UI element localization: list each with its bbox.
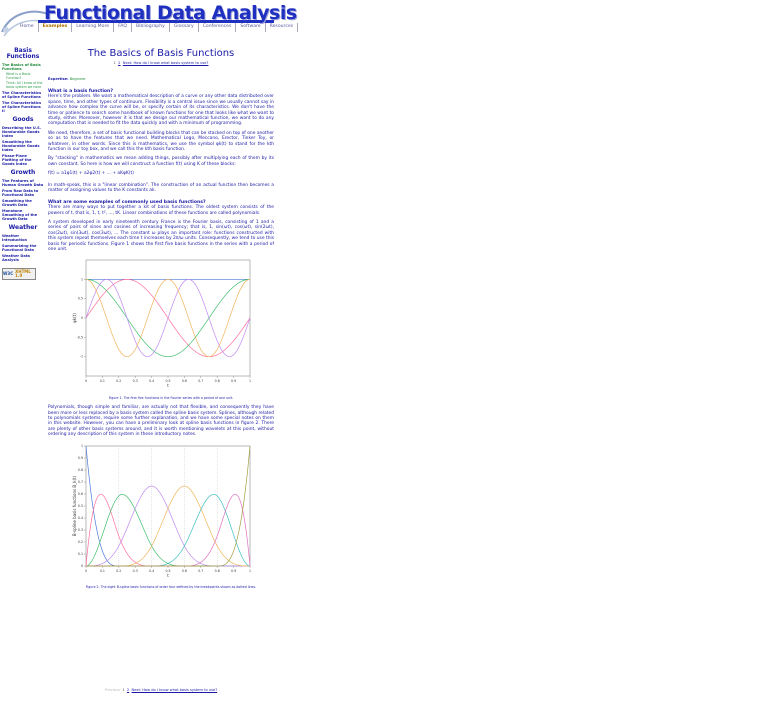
- paragraph-4: In math-speak, this is a "linear combination". The construction of an actual function then becomes a matter of assigning values to the K constants ak.: [48, 182, 274, 194]
- y-tick-label: 0: [80, 563, 83, 568]
- x-tick-label: 0.2: [116, 568, 122, 573]
- figure-2: [68, 442, 274, 591]
- x-tick-label: 0.6: [181, 568, 187, 573]
- nav-home[interactable]: Home: [16, 23, 39, 32]
- sidebar-link[interactable]: Summarizing the Functional Data: [2, 244, 37, 253]
- nav-faq[interactable]: FAQ: [114, 23, 132, 32]
- site-title[interactable]: Functional Data Analysis: [44, 2, 297, 24]
- x-tick-label: 0.9: [231, 379, 237, 384]
- y-tick-label: 0.2: [77, 539, 83, 544]
- sidebar-link[interactable]: Smoothing the Growth Data: [2, 199, 32, 208]
- x-tick-label: 0.1: [99, 568, 105, 573]
- figure-2-caption: Figure 2. The eight B-spline basis functions of order four defined by the breakpoints shown as dotted lines.: [85, 585, 257, 589]
- x-tick-label: 0.2: [116, 379, 122, 384]
- x-tick-label: 1: [248, 568, 252, 573]
- nav-bibliography[interactable]: Bibliography: [132, 23, 170, 32]
- x-tick-label: 0.1: [99, 379, 105, 384]
- bottom-pager: [48, 688, 274, 692]
- page-title: The Basics of Basis Functions: [87, 48, 235, 59]
- sidebar-heading-weather: Weather: [8, 224, 38, 232]
- y-tick-label: 0.7: [77, 479, 83, 484]
- y-axis-label: B-spline basis functions B_k(t): [72, 475, 77, 536]
- bottom-pager-page-1: 1: [122, 688, 125, 692]
- w3c-xhtml-badge[interactable]: [2, 268, 36, 280]
- nav-glossary[interactable]: Glossary: [170, 23, 199, 32]
- sidebar-link[interactable]: The Characteristics of Spline Functions II: [2, 101, 42, 114]
- x-tick-label: 0.8: [214, 379, 220, 384]
- sidebar-heading-goods: Goods: [12, 116, 34, 124]
- sidebar-link[interactable]: Monotone Smoothing of the Growth Data: [2, 209, 38, 222]
- top-nav: [16, 23, 294, 32]
- x-tick-label: 0.8: [214, 568, 220, 573]
- sidebar-link[interactable]: Weather Data Analysis: [2, 254, 30, 263]
- nav-resources[interactable]: Resources: [266, 23, 298, 32]
- x-tick-label: 0: [84, 379, 88, 384]
- expertise-value: Beginner: [69, 77, 86, 82]
- sidebar-link[interactable]: The Characteristics of Spline Functions: [2, 91, 42, 100]
- figure-1: [68, 256, 274, 401]
- question-examples: What are some examples of commonly used basis functions?: [48, 199, 206, 205]
- y-tick-label: 0.5: [77, 297, 83, 302]
- bspline-line-4: [86, 486, 250, 566]
- x-tick-label: 0.5: [165, 379, 171, 384]
- sidebar-link[interactable]: The Features of Human Growth Data: [2, 179, 44, 188]
- question-basis-function: What is a basis function?: [48, 88, 113, 94]
- formula: f(t) = a1φ1(t) + a2φ2(t) + ... + aKφK(t): [48, 171, 134, 177]
- y-tick-label: 0.3: [77, 527, 83, 532]
- x-tick-label: 0.6: [181, 379, 187, 384]
- x-tick-label: 0.5: [165, 568, 171, 573]
- paragraph-3: By "stacking" in mathematics we mean adding things, possibly after multiplying each of them by its own constant. So here is how we will construct a function f(t) using K of these blocks:: [48, 156, 274, 167]
- x-tick-label: 0.7: [198, 379, 204, 384]
- y-tick-label: 0: [80, 316, 83, 321]
- y-tick-label: -0.5: [76, 335, 83, 340]
- bspline-chart: [68, 442, 254, 582]
- top-pager: [48, 61, 274, 65]
- y-tick-label: 1: [80, 277, 83, 282]
- y-tick-label: 0.5: [77, 503, 83, 508]
- y-tick-label: 0.8: [77, 467, 83, 472]
- pager-page-2-link[interactable]: 2: [118, 61, 121, 65]
- plot-frame: [86, 446, 250, 566]
- pager-previous: Previous: [104, 688, 121, 692]
- paragraph-7: Polynomials, though simple and familiar, are actually not that flexible, and consequently they have been more or less replaced by a basis system called the spline basis system. Splines, although related to polynomials systems, require some further explanation, and we have some special notes on them in this website. However, you can have a preliminary look at spline basis functions in figure 2. There are plenty of other basis systems around, and it is worth mentioning wavelets at this point, without ordering any description of this system in these introductory notes.: [48, 405, 274, 438]
- x-tick-label: 0.3: [132, 568, 138, 573]
- x-tick-label: 0.4: [149, 379, 155, 384]
- sidebar-link[interactable]: Phase-Plane Plotting of the Goods Index: [2, 154, 32, 167]
- main-content: [48, 44, 274, 594]
- bspline-line-8: [86, 446, 250, 566]
- sidebar-heading-growth: Growth: [10, 169, 36, 177]
- nav-software[interactable]: Software: [236, 23, 265, 32]
- sidebar-sublink[interactable]: Think: All I know of the basis system we have: [6, 81, 43, 89]
- sidebar-link[interactable]: The Basics of Basis Functions: [2, 63, 41, 71]
- sidebar-sublink[interactable]: What is a Basis Function?: [6, 72, 31, 80]
- x-tick-label: 1: [248, 379, 252, 384]
- x-tick-label: 0.7: [198, 568, 204, 573]
- sidebar: [2, 44, 44, 280]
- x-axis-label: t: [167, 383, 169, 389]
- y-tick-label: 1: [80, 443, 83, 448]
- bspline-line-3: [86, 494, 250, 566]
- y-tick-label: -1: [79, 355, 83, 360]
- figure-1-caption: Figure 1. The first five functions in the Fourier series with a period of one unit.: [108, 395, 234, 400]
- paragraph-6: A system developed in early nineteenth century France is the Fourier basis, consisting of 1 and a series of pairs of sines and cosines of increasing frequency; that is, 1, sin(ωt), cos(ωt), sin(2ωt), cos(2ωt), sin(3ωt), cos(3ωt), ... The constant ω plays an important role: functions constructed with this system repeat themselves each time t increases by 2π/ω units. Consequently, we tend to use this basis for periodic functions. Figure 1 shows the first five basis functions in the series with a period of one unit.: [48, 219, 274, 252]
- bspline-line-6: [86, 494, 250, 566]
- x-tick-label: 0: [84, 568, 88, 573]
- sidebar-link[interactable]: Describing the U.S. Nondurable Goods Index: [2, 126, 42, 139]
- xhtml-badge-text: XHTML 1.0: [15, 269, 31, 279]
- paragraph-1: Here's the problem. We want a mathematical description of a curve or any other data distributed over space, time, and other types of continuum. Flexibility is a central issue since we usually cannot say in advance how complex the curve will be, or specify certain of its characteristics. We don't have the time or patience to search some handbook of known functions for one that looks like what we want to study, either. Moreover, however it is that we design our mathematical function, we want to do any computation that is needed to fit the data quickly and with a minimum of programming.: [48, 94, 274, 127]
- site-header: [0, 0, 297, 44]
- pager-page-1: 1: [113, 61, 116, 65]
- bspline-line-2: [86, 494, 250, 566]
- fourier-series-line-4: [86, 280, 250, 357]
- x-tick-label: 0.4: [149, 568, 155, 573]
- pager-next-link[interactable]: Next: How do I know what basis system to use?: [122, 61, 209, 65]
- x-axis-label: t: [167, 572, 169, 578]
- w3c-logo-text: W3C: [3, 271, 14, 277]
- bspline-line-1: [86, 446, 250, 566]
- sidebar-heading-basis-functions: Basis Functions: [6, 47, 40, 60]
- sidebar-link[interactable]: From Raw Data to Functional Data: [2, 189, 39, 198]
- sidebar-link[interactable]: Weather Introduction: [2, 234, 28, 243]
- y-tick-label: 0.1: [77, 551, 83, 556]
- expertise-line: [48, 77, 274, 82]
- y-tick-label: 0.6: [77, 491, 83, 496]
- y-tick-label: 0.4: [77, 515, 83, 520]
- sidebar-link[interactable]: Smoothing the Nondurable Goods Index: [2, 140, 40, 153]
- bottom-pager-next-link[interactable]: Next: How do I know what basis system to use?: [131, 688, 218, 692]
- x-tick-label: 0.9: [231, 568, 237, 573]
- nav-examples[interactable]: Examples: [39, 23, 73, 32]
- y-axis-label: φk(t): [72, 313, 77, 324]
- nav-learning-more[interactable]: Learning More: [72, 23, 114, 32]
- fourier-chart: [68, 256, 254, 392]
- paragraph-2: We need, therefore, a set of basic functional building blocks that can be stacked on top of one another so as to have the features that we need. Mathematical Lego, Meccano, Erector, Tinker Toy, or whatever, in other words. Since this is mathematics, we use the symbol φk(t) to stand for the kth function in our toy box, and we call this the kth basis function.: [48, 130, 274, 153]
- y-tick-label: 0.9: [77, 455, 83, 460]
- x-tick-label: 0.3: [132, 379, 138, 384]
- bspline-line-7: [86, 494, 250, 566]
- nav-conferences[interactable]: Conferences: [199, 23, 237, 32]
- bottom-pager-page-2-link[interactable]: 2: [126, 688, 130, 692]
- bspline-line-5: [86, 486, 250, 566]
- paragraph-5: There are many ways to put together a kit of basis functions. The oldest system consists of the powers of t, that is, 1, t, t², ..., tK. Linear combinations of these functions are called polynomials.: [48, 205, 274, 216]
- expertise-label: Expertise:: [48, 77, 69, 82]
